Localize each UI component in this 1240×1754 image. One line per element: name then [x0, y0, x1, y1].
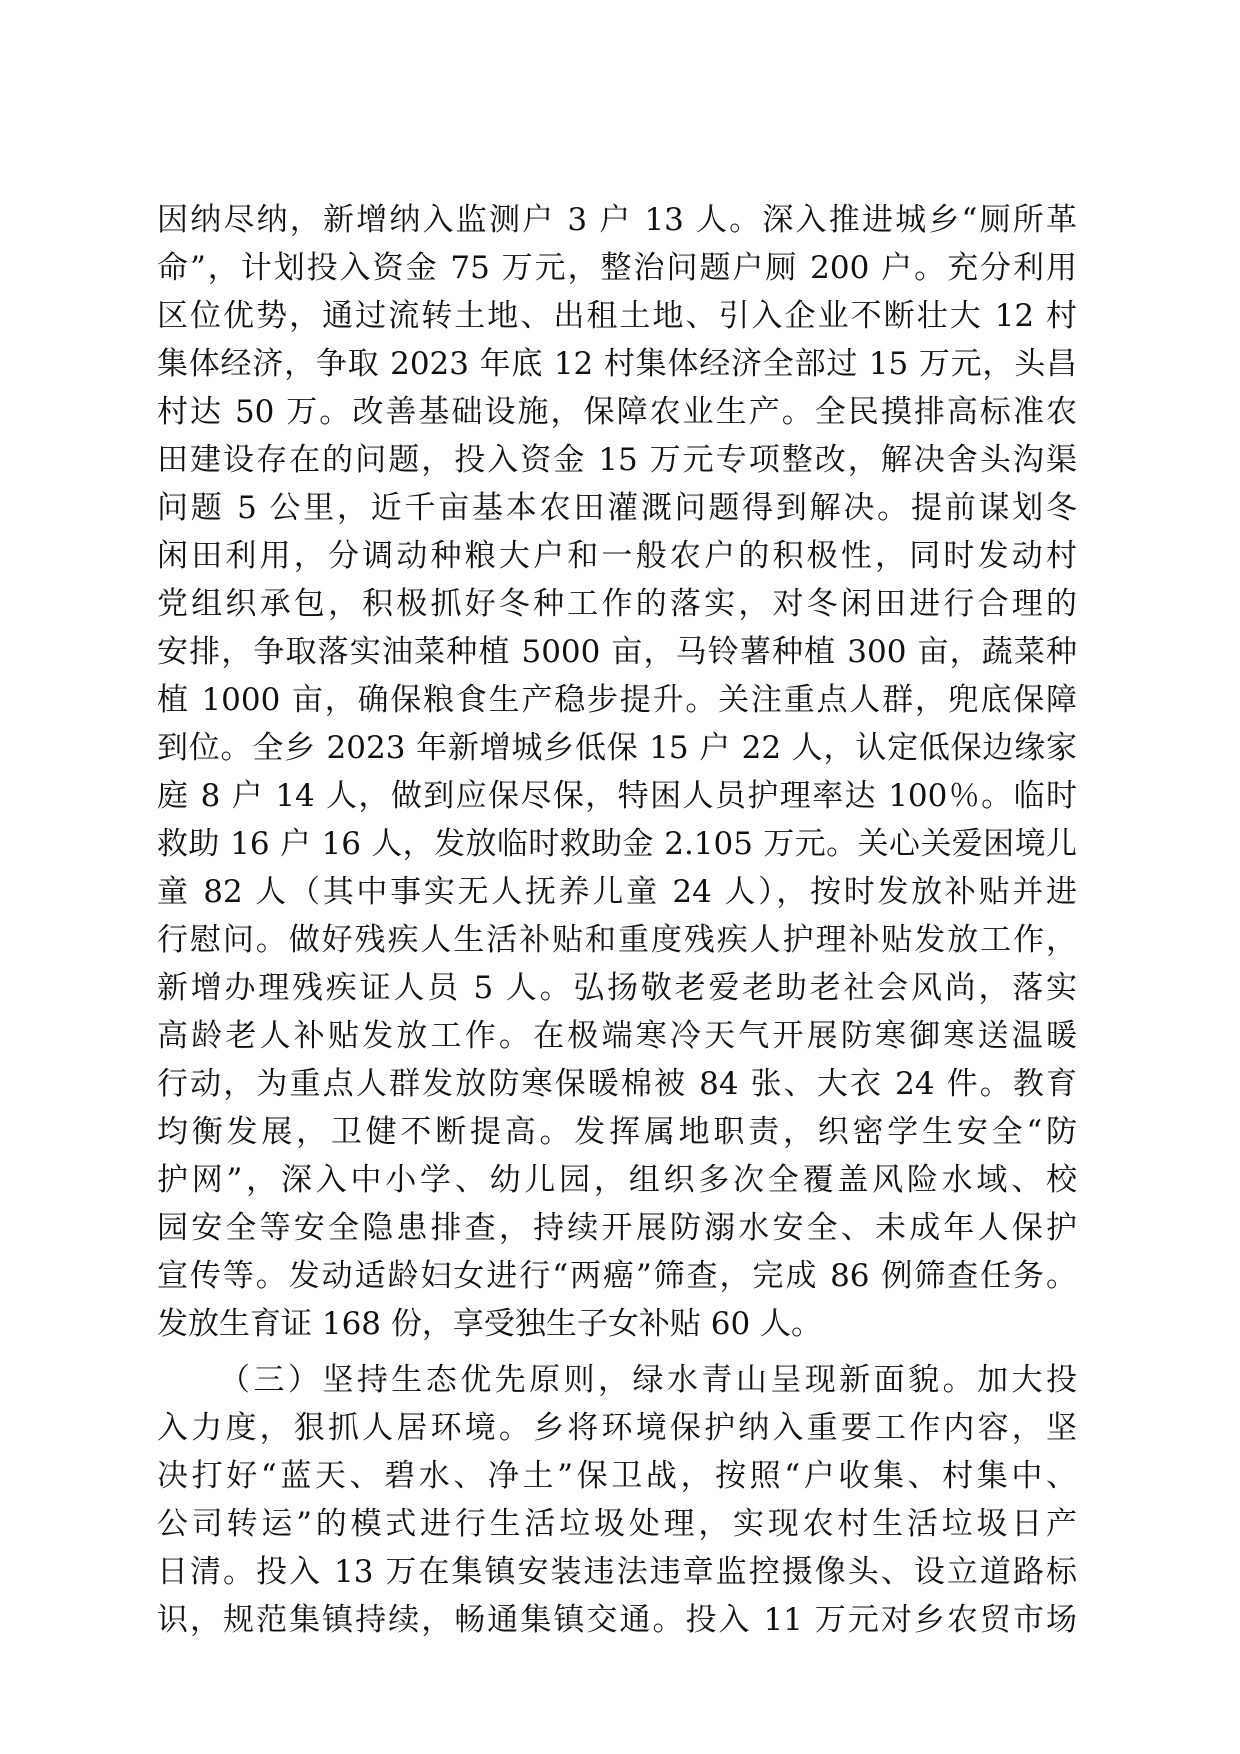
text-line: 党组织承包，积极抓好冬种工作的落实，对冬闲田进行合理的 [157, 586, 1077, 622]
text-line: 日清。投入 13 万在集镇安装违法违章监控摄像头、设立道路标 [157, 1554, 1077, 1590]
text-line: 识，规范集镇持续，畅通集镇交通。投入 11 万元对乡农贸市场 [157, 1602, 1077, 1638]
section-heading-line: （三）坚持生态优先原则，绿水青山呈现新面貌。加大投 [219, 1362, 1077, 1398]
text-line: 公司转运”的模式进行生活垃圾处理，实现农村生活垃圾日产 [157, 1506, 1077, 1542]
text-line: 园安全等安全隐患排查，持续开展防溺水安全、未成年人保护 [157, 1210, 1077, 1246]
text-line: 宣传等。发动适龄妇女进行“两癌”筛查，完成 86 例筛查任务。 [157, 1258, 1077, 1294]
text-line: 命”，计划投入资金 75 万元，整治问题户厕 200 户。充分利用 [157, 250, 1077, 286]
text-line: 均衡发展，卫健不断提高。发挥属地职责，织密学生安全“防 [157, 1114, 1077, 1150]
text-line: 集体经济，争取 2023 年底 12 村集体经济全部过 15 万元，头昌 [157, 346, 1077, 382]
text-line: 入力度，狠抓人居环境。乡将环境保护纳入重要工作内容，坚 [157, 1410, 1077, 1446]
text-line: 村达 50 万。改善基础设施，保障农业生产。全民摸排高标准农 [157, 394, 1077, 430]
text-line: 行动，为重点人群发放防寒保暖棉被 84 张、大衣 24 件。教育 [157, 1066, 1077, 1102]
text-line: 到位。全乡 2023 年新增城乡低保 15 户 22 人，认定低保边缘家 [157, 730, 1077, 766]
text-line: 庭 8 户 14 人，做到应保尽保，特困人员护理率达 100％。临时 [157, 778, 1077, 814]
paragraph-spacer [157, 1348, 1077, 1356]
text-line: 因纳尽纳，新增纳入监测户 3 户 13 人。深入推进城乡“厕所革 [157, 202, 1077, 238]
text-line: 区位优势，通过流转土地、出租土地、引入企业不断壮大 12 村 [157, 298, 1077, 334]
text-line: 救助 16 户 16 人，发放临时救助金 2.105 万元。关心关爱困境儿 [157, 826, 1077, 862]
text-line: 田建设存在的问题，投入资金 15 万元专项整改，解决舍头沟渠 [157, 442, 1077, 478]
text-line: 高龄老人补贴发放工作。在极端寒冷天气开展防寒御寒送温暖 [157, 1018, 1077, 1054]
text-line: 闲田利用，分调动种粮大户和一般农户的积极性，同时发动村 [157, 538, 1077, 574]
paragraph-2 [157, 1356, 1077, 1644]
text-line: 童 82 人（其中事实无人抚养儿童 24 人），按时发放补贴并进 [157, 874, 1077, 910]
text-line: 问题 5 公里，近千亩基本农田灌溉问题得到解决。提前谋划冬 [157, 490, 1077, 526]
text-line: 决打好“蓝天、碧水、净土”保卫战，按照“户收集、村集中、 [157, 1458, 1077, 1494]
text-line: 植 1000 亩，确保粮食生产稳步提升。关注重点人群，兜底保障 [157, 682, 1077, 718]
text-line: 发放生育证 168 份，享受独生子女补贴 60 人。 [157, 1306, 823, 1342]
paragraph-1 [157, 196, 1077, 1348]
text-line: 安排，争取落实油菜种植 5000 亩，马铃薯种植 300 亩，蔬菜种 [157, 634, 1077, 670]
text-line: 行慰问。做好残疾人生活补贴和重度残疾人护理补贴发放工作， [157, 922, 1077, 958]
text-line: 新增办理残疾证人员 5 人。弘扬敬老爱老助老社会风尚，落实 [157, 970, 1077, 1006]
text-line: 护网”，深入中小学、幼儿园，组织多次全覆盖风险水域、校 [157, 1162, 1077, 1198]
body-text [157, 196, 1077, 1644]
